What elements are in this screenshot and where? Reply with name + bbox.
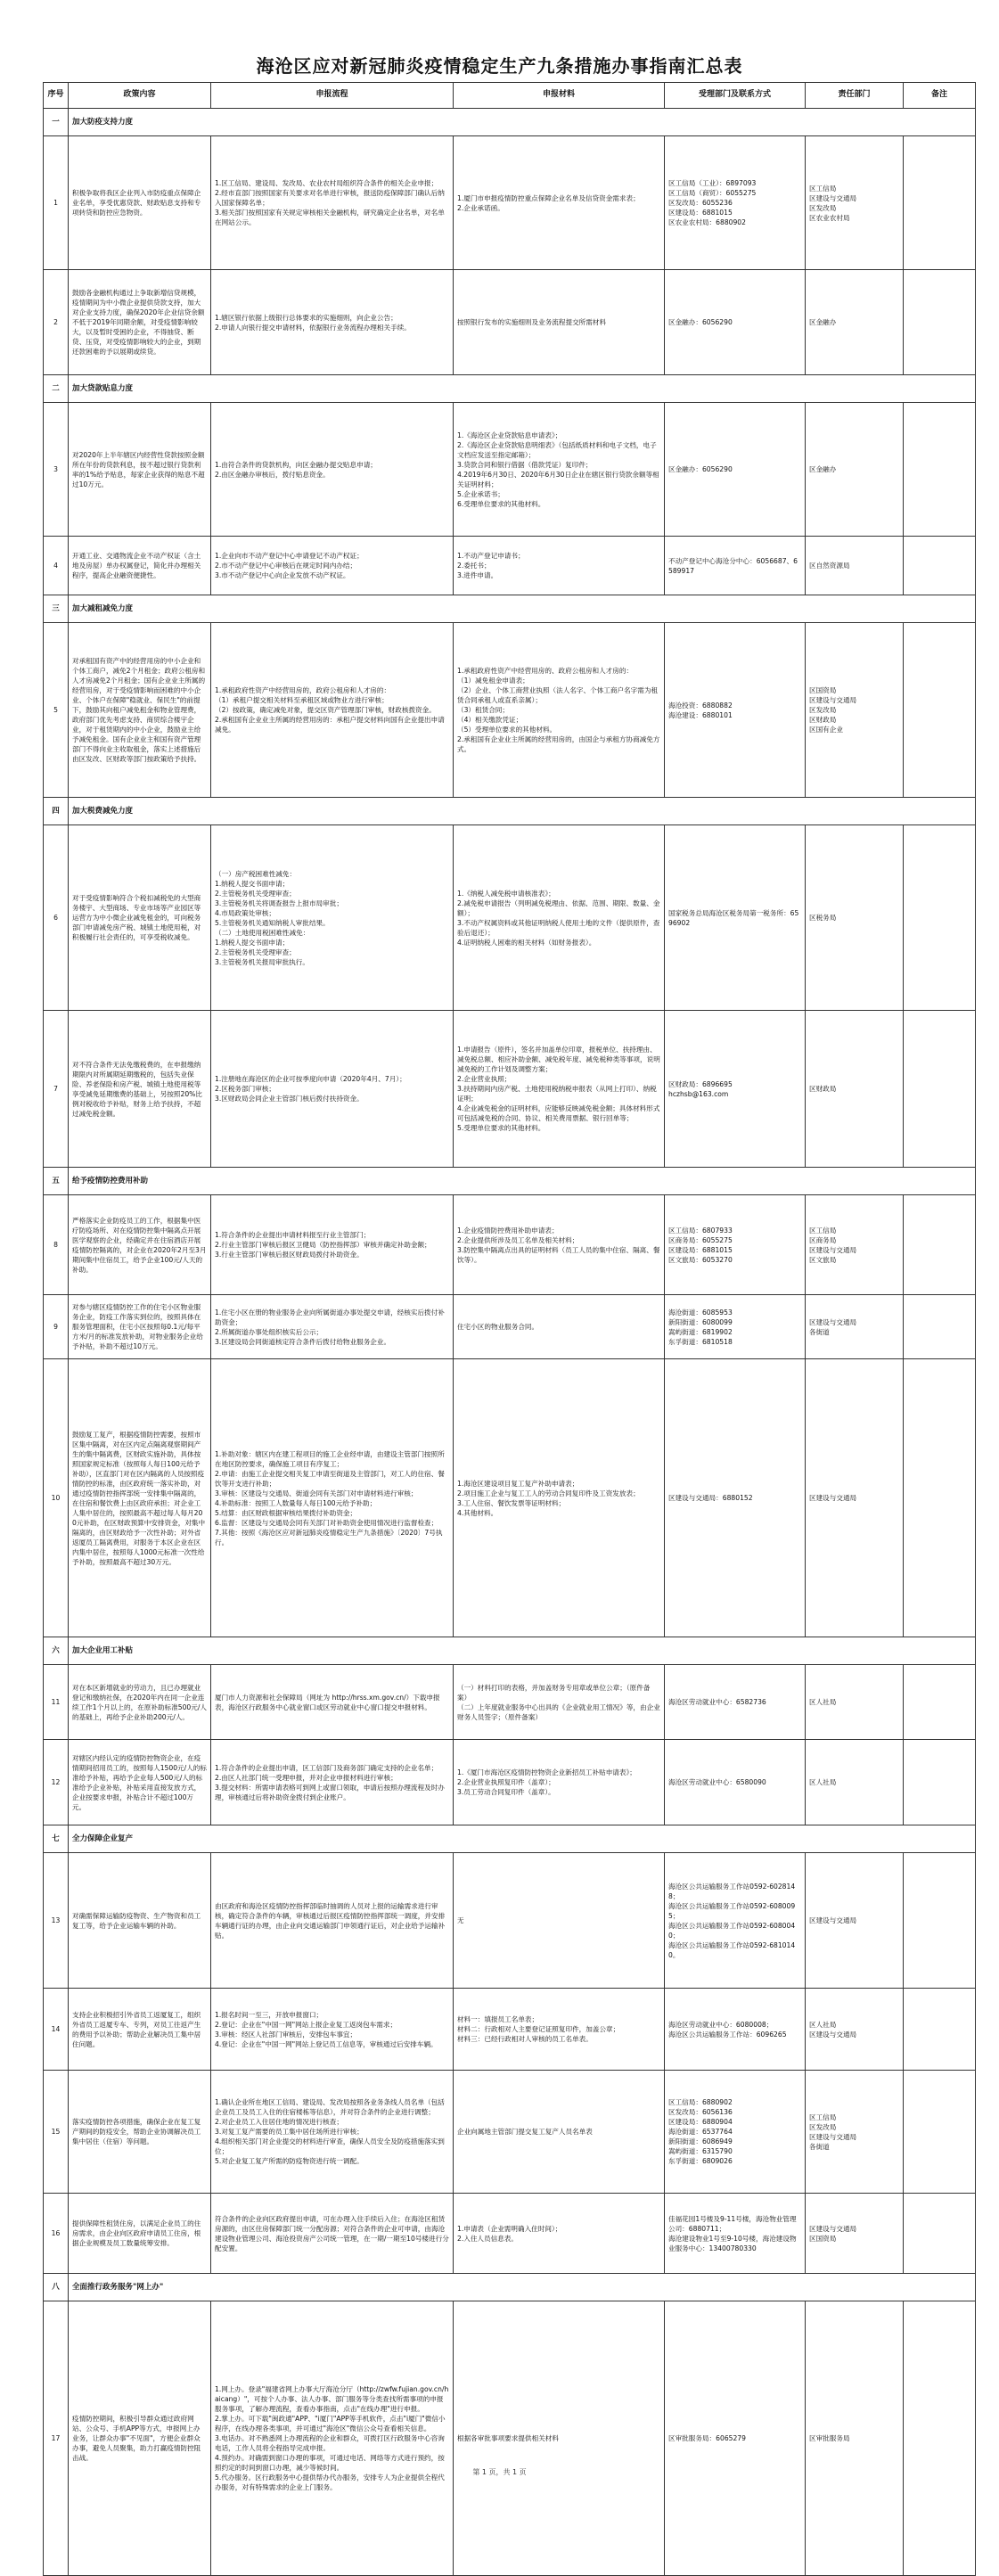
section-title: 全面推行政务服务"网上办" (69, 2274, 976, 2301)
remarks (904, 270, 976, 375)
policy-content: 严格落实企业防疫员工的工作，根据集中医疗防疫场所、对在疫情防控集中隔离点开展医学观察的企业，经确定并在住宿酒店开展疫情防控隔离的，对企业在2020年2月至3月期间集中住宿员工，给予企业100元/人天的补助。 (69, 1195, 211, 1295)
application-materials: 根据各审批事项要求提供相关材料 (454, 2301, 665, 2576)
table-row (44, 270, 976, 375)
responsible-dept: 区工信局 区建设与交通局 区发改局 区农业农村局 (806, 136, 904, 270)
section-number: 七 (44, 1825, 69, 1853)
header-cell-content: 政策内容 (69, 83, 211, 109)
contact-info: 区审批服务局：6065279 (665, 2301, 806, 2576)
remarks (904, 2194, 976, 2274)
application-process: 1.符合条件的企业提出申请材料报至行业主管部门； 2.行业主管部门审核后报区卫健局（防控指挥部）审核并确定补助金额； 3.行业主管部门审核后报区财政局拨付补助资金。 (211, 1195, 454, 1295)
application-materials: 无 (454, 1853, 665, 1989)
responsible-dept: 区国资局 区建设与交通局 区发改局 区财政局 区国有企业 (806, 623, 904, 798)
responsible-dept: 区税务局 (806, 825, 904, 1011)
table-row (44, 2194, 976, 2274)
contact-info: 海沧区劳动就业中心：6080008； 海沧区公共运输服务工作站：6096265 (665, 1989, 806, 2071)
row-number: 10 (44, 1359, 69, 1637)
policy-content: 提供保障性租赁住房，以满足企业员工的住房需求，由企业向区政府申请员工住房，根据企业规模及员工数量统筹安排。 (69, 2194, 211, 2274)
remarks (904, 537, 976, 595)
remarks (904, 2301, 976, 2576)
remarks (904, 825, 976, 1011)
application-materials: 1.企业疫情防控费用补助申请表； 2.企业提供所涉及员工名单及相关材料； 3.防控集中隔离点出具的证明材料（员工人员的集中住宿、隔离、餐饮等）。 (454, 1195, 665, 1295)
application-process: 厦门市人力资源和社会保障局（网址为 http://hrss.xm.gov.cn/）下载申报表，海沧区行政服务中心就业窗口或区劳动就业中心窗口提交申报材料。 (211, 1665, 454, 1740)
section-title: 全力保障企业复产 (69, 1825, 976, 1853)
section-row (44, 109, 976, 136)
application-process: （一）房产税困难性减免： 1.纳税人提交书面申请； 2.主管税务机关受理审查； 3.主管税务机关将调查报告上报市局审批； 4.市局政策处审核； 5.主管税务机关通知纳税人审批结果。 （二）土地使用税困难性减免： 1.纳税人提交书面申请； 2.主管税务机关受理审查； 3.主管税务机关报局审批执行。 (211, 825, 454, 1011)
row-number: 14 (44, 1989, 69, 2071)
section-row (44, 798, 976, 825)
application-materials: 1.承租政府性资产中经营用房的、政府公租房和人才房的： （1）减免租金申请表； （2）企业、个体工商营业执照（法人名字、个体工商户名字需为租赁合同承租人或直系亲属）； （3）租赁合同； （4）相关缴款凭证； （5）受理单位要求的其他材料。 2.承租国有企业业主所属的经营用房的，由国企与承租方协商减免方式。 (454, 623, 665, 798)
row-number: 15 (44, 2071, 69, 2194)
responsible-dept: 区金融办 (806, 403, 904, 537)
application-process: 由区政府和海沧区疫情防控指挥部临时抽调的人员对上报的运输需求进行审核，确定符合条件的车辆，审核通过后报区疫情防控指挥部统一调度，并安排车辆通行证的办理，由企业向交通运输部门申领通行证后，对企业给予运输补贴。 (211, 1853, 454, 1989)
header-cell-process: 申报流程 (211, 83, 454, 109)
contact-info: 区工信局：6880902 区发改局：6056136 区建设局：6880904 海沧街道：6537764 新阳街道：6086949 嵩屿街道：6315790 东孚街道：6809026 (665, 2071, 806, 2194)
section-row (44, 1168, 976, 1195)
responsible-dept: 区人社局 (806, 1740, 904, 1825)
application-materials: 1.海沧区建设项目复工复产补助申请表； 2.项目施工企业与复工工人的劳动合同复印件及工资发放表； 3.工人住宿、餐饮发票等证明材料； 4.其他材料。 (454, 1359, 665, 1637)
responsible-dept: 区金融办 (806, 270, 904, 375)
table-row (44, 537, 976, 595)
table-row (44, 1359, 976, 1637)
policy-content: 积极争取将我区企业列入市防疫重点保障企业名单，享受优惠贷款、财政贴息支持和专项转贷和防控应急物资。 (69, 136, 211, 270)
application-process: 1.辖区银行依据上级银行总体要求的实施细则，向企业公告； 2.申请人向银行提交申请材料，依据银行业务流程办理相关手续。 (211, 270, 454, 375)
remarks (904, 1011, 976, 1168)
application-materials: 1.申请报告（原件），签名并加盖单位印章，报税单位、扶持理由、减免税总额、相应补助金额、减免税年度、减免税种类等事项，说明减免税的工作计划及调整方案； 2.企业营业执照； 3.扶持期间内房产税、土地使用税纳税申报表（从网上打印）、纳税证明； 4.企业减免税金的证明材料，应能够反映减免税金额；具体材料形式可包括减免税的合同、协议、相关费用票据、银行回单等； 5.受理单位要求的其他材料。 (454, 1011, 665, 1168)
row-number: 11 (44, 1665, 69, 1740)
row-number: 2 (44, 270, 69, 375)
policy-content: 对承租国有资产中的经营用房的中小企业和个体工商户，减免2个月租金；政府公租房和人才房减免2个月租金；国有企业业主所属的经营用房，对于受疫情影响而困难的中小企业、个体户在保障"稳就业、保民生"的前提下，鼓励其向租户减免租金和物业管理费，政府部门优先考虑支持、商贸综合楼宇企业，对于租赁期内的中小企业，鼓励业主给予减免租金。国有企业业主和国有资产管理部门不得向业主收取租金，落实上述措施后由区发改、区财政等部门按政策给予扶持。 (69, 623, 211, 798)
application-process: 1.区工信局、建设局、发改局、农业农村局组织符合条件的相关企业申报； 2.经市直部门按照国家有关要求对名单进行审核，报送防疫保障部门确认后纳入国家保障名单； 3.相关部门按照国家有关规定审核相关金融机构，研究确定企业名单，对名单在网站公示。 (211, 136, 454, 270)
section-row (44, 1825, 976, 1853)
policy-content: 对辖区内经认定的疫情防控物资企业，在疫情期间招用员工的，按照每人1500元/人的标准给予补贴，再给予企业每人500元/人的标准给予企业补贴，补贴采用直接发放方式，企业按要求申报，补贴合计不超过100万元。 (69, 1740, 211, 1825)
application-materials: 1.厦门市申报疫情防控重点保障企业名单及信贷资金需求表； 2.企业承诺函。 (454, 136, 665, 270)
section-title: 加大防疫支持力度 (69, 109, 976, 136)
contact-info: 区金融办：6056290 (665, 403, 806, 537)
responsible-dept: 区审批服务局 (806, 2301, 904, 2576)
table-row (44, 2071, 976, 2194)
application-process: 1.网上办。登录"福建省网上办事大厅海沧分厅（http://zwfw.fujian.gov.cn/haicang）"，可按个人办事、法人办事、部门服务等分类查找所需事项的申报服务事项，了解办理流程，查看办事指南，点击"在线办理"进行申报。 2.掌上办。可下载"闽政通"APP、"i厦门"APP等手机软件，点击"i厦门"微信小程序，在线办理各类事项，并可通过"海沧区"微信公众号查看相关信息。 3.电话办。对不熟悉网上办理流程的企业和群众，可拨打区行政服务中心咨询电话，工作人员将全程指导完成申报。 4.预约办。对确需到窗口办理的事项，可通过电话、网络等方式进行预约，按照约定的时间到窗口办理，减少等候时间。 5.代办服务。区行政服务中心提供帮办代办服务，安排专人为企业提供全程代办服务，对有特殊需求的企业上门服务。 (211, 2301, 454, 2576)
section-row (44, 2274, 976, 2301)
section-number: 四 (44, 798, 69, 825)
table-row (44, 2301, 976, 2576)
policy-content: 对不符合条件无法免缴税费的，在申报缴纳期限内对所属期延期缴税的，包括失业保险、养老保险和房产税、城镇土地使用税等享受减免延期缴费的基础上，另按照20%比例对税收给予补贴，财务上给予扶持，不超过减免税金额。 (69, 1011, 211, 1168)
row-number: 1 (44, 136, 69, 270)
application-materials: 1.申请表（企业需明确入住时间）； 2.入住人员信息表。 (454, 2194, 665, 2274)
table-row (44, 1740, 976, 1825)
header-cell-contact: 受理部门及联系方式 (665, 83, 806, 109)
table-header-row (44, 83, 976, 109)
document-title: 海沧区应对新冠肺炎疫情稳定生产九条措施办事指南汇总表 (256, 55, 743, 77)
row-number: 8 (44, 1195, 69, 1295)
section-title: 加大减租减免力度 (69, 595, 976, 623)
table-row (44, 1011, 976, 1168)
table-row (44, 1195, 976, 1295)
row-number: 9 (44, 1295, 69, 1359)
application-materials: 住宅小区的物业服务合同。 (454, 1295, 665, 1359)
row-number: 7 (44, 1011, 69, 1168)
application-materials: 材料一：填报员工名单表； 材料二：行政相对人主要登记证照复印件，加盖公章； 材料三：已经行政相对人审核的员工名单表。 (454, 1989, 665, 2071)
responsible-dept: 区工信局 区商务局 区建设与交通局 区文旅局 (806, 1195, 904, 1295)
section-number: 二 (44, 375, 69, 403)
row-number: 6 (44, 825, 69, 1011)
section-row (44, 375, 976, 403)
policy-table (43, 82, 976, 2576)
row-number: 17 (44, 2301, 69, 2576)
contact-info: 区建设与交通局：6880152 (665, 1359, 806, 1637)
responsible-dept: 区自然资源局 (806, 537, 904, 595)
remarks (904, 403, 976, 537)
section-title: 加大贷款贴息力度 (69, 375, 976, 403)
application-process: 1.住宅小区在册的物业服务企业向所属街道办事处提交申请，经核实后拨付补助资金； 2.所属街道办事处组织核实后公示； 3.区建设局会同街道核定符合条件后拨付给物业服务企业。 (211, 1295, 454, 1359)
section-number: 八 (44, 2274, 69, 2301)
application-materials: 按照银行发布的实施细则及业务流程提交所需材料 (454, 270, 665, 375)
remarks (904, 136, 976, 270)
section-row (44, 595, 976, 623)
application-materials: 1.不动产登记申请书； 2.委托书； 3.进件申请。 (454, 537, 665, 595)
remarks (904, 1665, 976, 1740)
policy-content: 对确需保障运输防疫物资、生产物资和员工复工等，给予企业运输车辆的补助。 (69, 1853, 211, 1989)
section-number: 三 (44, 595, 69, 623)
responsible-dept: 区人社局 (806, 1665, 904, 1740)
responsible-dept: 区建设与交通局 区国资局 (806, 2194, 904, 2274)
policy-content: 开通工业、交通物流企业不动产权证（含土地及房屋）单办权属登记，简化并办理相关程序，提高企业融资便捷性。 (69, 537, 211, 595)
section-title: 加大企业用工补贴 (69, 1637, 976, 1665)
table-row (44, 1295, 976, 1359)
application-materials: （一）材料打印的表格，并加盖财务专用章或单位公章；（原件备案） （二）上年度就业服务中心出具的《企业就业用工情况》等，由企业财务人员签字；（原件备案） (454, 1665, 665, 1740)
row-number: 16 (44, 2194, 69, 2274)
row-number: 13 (44, 1853, 69, 1989)
application-process: 1.承租政府性资产中经营用房的，政府公租房和人才房的： （1）承租户提交相关材料至承租区域或物业方进行审核； （2）按政策，确定减免对象，提交区资产管理部门审核，财政核拨资金。 2.承租国有企业业主所属的经营用房的：承租户提交材料向国有企业提出申请减免。 (211, 623, 454, 798)
table-row (44, 1853, 976, 1989)
header-cell-dept: 责任部门 (806, 83, 904, 109)
section-number: 五 (44, 1168, 69, 1195)
application-process: 1.报名时间一至三，开放申报窗口； 2.登记：企业在"中国一网"网站上报企业复工返岗包车需求； 3.审核：经区人社部门审核后，安排包车事宜； 4.登记：企业在"中国一网"网站上登记员工信息等，审核通过后安排车辆。 (211, 1989, 454, 2071)
policy-content: 鼓励各金融机构通过上争取新增信贷规模，疫情期间为中小微企业提供贷款支持，加大对企业支持力度，确保2020年企业信贷余额不低于2019年同期余额，对受疫情影响较大，以及暂时受困的企业，不得抽贷、断贷、压贷，对受疫情影响较大的企业，到期还款困难的予以展期或续贷。 (69, 270, 211, 375)
responsible-dept: 区建设与交通局 (806, 1853, 904, 1989)
section-number: 一 (44, 109, 69, 136)
contact-info: 海沧区劳动就业中心：6582736 (665, 1665, 806, 1740)
table-row (44, 403, 976, 537)
table-row (44, 1989, 976, 2071)
section-title: 给予疫情防控费用补助 (69, 1168, 976, 1195)
contact-info: 区财政局：6896695 hczhsb@163.com (665, 1011, 806, 1168)
application-process: 1.确认企业所在地区工信局、建设局、发改局按照各业务条线人员名单（包括企业员工及员工入住的住宿楼栋等信息），并对符合条件的企业进行调整； 2.对企业员工入住居住地的情况进行核查； 3.对复工复产需要的员工集中居住场所进行审核； 4.组织相关部门对企业提交的材料进行审查，确保人员安全及防疫措施落实到位； 5.对企业复工复产所需的防疫物资进行统一调配。 (211, 2071, 454, 2194)
remarks (904, 2071, 976, 2194)
section-title: 加大税费减免力度 (69, 798, 976, 825)
application-process: 1.注册地在海沧区的企业可按季度向申请（2020年4月、7月）； 2.区税务部门审核； 3.区财政局会同企业主管部门核后拨付扶持资金。 (211, 1011, 454, 1168)
remarks (904, 1989, 976, 2071)
contact-info: 海沧区劳动就业中心：6580090 (665, 1740, 806, 1825)
contact-info: 佳福花园1号楼及9-11号楼，海沧物业管理公司：6880711； 海沧建设物业1号至9-10号楼，海沧建设物业服务中心：13400780330 (665, 2194, 806, 2274)
responsible-dept: 区建设与交通局 各街道 (806, 1295, 904, 1359)
application-process: 1.符合条件的企业提出申请，区工信部门及商务部门确定支持的企业名单； 2.由区人社部门统一受理申报，并对企业申报材料进行审核； 3.提交材料：所需申请表格可到网上或窗口领取，申请后按照办理流程及时办理，审核通过后将补助资金拨付到企业账户。 (211, 1740, 454, 1825)
row-number: 4 (44, 537, 69, 595)
remarks (904, 1295, 976, 1359)
contact-info: 区工信局（工业）：6897093 区工信局（商贸）：6055275 区发改局：6055236 区建设局：6881015 区农业农村局：6880902 (665, 136, 806, 270)
policy-content: 疫情防控期间，积极引导群众通过政府网站、公众号、手机APP等方式，申报网上办业务，让群众办事"不见面"，方便企业群众办事，避免人员聚集，助力打赢疫情防控阻击战。 (69, 2301, 211, 2576)
contact-info: 海沧区公共运输服务工作站0592-6028148； 海沧区公共运输服务工作站0592-6080095； 海沧区公共运输服务工作站0592-6080040； 海沧区公共运输服务工作站0592-6810140。 (665, 1853, 806, 1989)
table-row (44, 825, 976, 1011)
contact-info: 区工信局：6807933 区商务局：6055275 区建设局：6881015 区文旅局：6053270 (665, 1195, 806, 1295)
section-row (44, 1637, 976, 1665)
table-row (44, 136, 976, 270)
contact-info: 海沧投资：6880882 海沧建设：6880101 (665, 623, 806, 798)
header-cell-materials: 申报材料 (454, 83, 665, 109)
table-row (44, 623, 976, 798)
remarks (904, 1853, 976, 1989)
header-cell-num: 序号 (44, 83, 69, 109)
policy-content: 鼓励复工复产，根据疫情防控需要，按照市区集中隔离，对在区内定点隔离观察期间产生的集中隔离费，区财政实施补助，具体按照国家规定标准（按照每人每日100元给予补助），区直部门对在区内隔离的人员按照疫情防控的标准，由区政府统一落实补助，对通过疫情防控指挥部统一安排集中隔离的，在住宿和餐饮费上由区政府承担；对企业工人集中居住的，按照最高不超过每人每月200元补助，在区财政预算中安排资金，对集中隔离的，由区财政给予一次性补助；对外省返厦员工隔离费用，对服务于本区企业在区内集中居住，按照每人1000元标准一次性给予补助，按照最高不超过30万元。 (69, 1359, 211, 1637)
remarks (904, 1195, 976, 1295)
remarks (904, 1359, 976, 1637)
responsible-dept: 区工信局 区发改局 区建设与交通局 各街道 (806, 2071, 904, 2194)
row-number: 12 (44, 1740, 69, 1825)
row-number: 5 (44, 623, 69, 798)
application-process: 符合条件的企业向区政府提出申请，可在办理入住手续后入住；在海沧区租赁房源的，由区住房保障部门统一分配房源；对符合条件的企业可申请，由海沧建设物业管理公司、海沧投资房产公司统一管理，在一期/一期至10号楼进行分配安置。 (211, 2194, 454, 2274)
row-number: 3 (44, 403, 69, 537)
remarks (904, 1740, 976, 1825)
application-materials: 企业向属地主管部门提交复工复产人员名单表 (454, 2071, 665, 2194)
remarks (904, 623, 976, 798)
responsible-dept: 区人社局 区建设与交通局 (806, 1989, 904, 2071)
policy-content: 对在本区新增就业的劳动力，且已办理就业登记和缴纳社保，在2020年内在同一企业连续工作1个月以上的，在原补助标准500元/人的基础上，再给予企业补助200元/人。 (69, 1665, 211, 1740)
table-row (44, 1665, 976, 1740)
header-cell-note: 备注 (904, 83, 976, 109)
application-process: 1.企业向市不动产登记中心申请登记不动产权证； 2.市不动产登记中心审核后在规定时间内办结； 3.市不动产登记中心向企业发放不动产权证。 (211, 537, 454, 595)
contact-info: 海沧街道：6085953 新阳街道：6080099 嵩屿街道：6819902 东孚街道：6810518 (665, 1295, 806, 1359)
policy-content: 支持企业积极招引外省员工返厦复工，组织外省员工返厦专车、专列，对员工往返产生的费用予以补助；帮助企业解决员工集中居住问题。 (69, 1989, 211, 2071)
responsible-dept: 区建设与交通局 (806, 1359, 904, 1637)
application-process: 1.由符合条件的贷款机构，向区金融办提交贴息申请； 2.由区金融办审核后，拨付贴息资金。 (211, 403, 454, 537)
application-materials: 1.《厦门市海沧区疫情防控物资企业新招员工补贴申请表》； 2.企业营业执照复印件（盖章）； 3.员工劳动合同复印件（盖章）。 (454, 1740, 665, 1825)
policy-content: 对于受疫情影响符合个税扣减税免的大型商务楼宇、大型商场、专业市场等产业园区等运营方为中小微企业减免租金的，可向税务部门申请减免房产税、城镇土地使用税，对积极履行社会责任的，可享受税收减免。 (69, 825, 211, 1011)
table-body (44, 109, 976, 2576)
page-footer: 第 1 页，共 1 页 (472, 2468, 527, 2476)
contact-info: 国家税务总局海沧区税务局第一税务所：6596902 (665, 825, 806, 1011)
section-number: 六 (44, 1637, 69, 1665)
application-materials: 1.《海沧区企业贷款贴息申请表》； 2.《海沧区企业贷款贴息明细表》（包括纸质材料和电子文档，电子文档应发送至指定邮箱）； 3.贷款合同和银行借据（借款凭证）复印件； 4.2019年6月30日、2020年6月30日企业在辖区银行贷款余额等相关证明材料； 5.企业承诺书； 6.受理单位要求的其他材料。 (454, 403, 665, 537)
contact-info: 区金融办：6056290 (665, 270, 806, 375)
contact-info: 不动产登记中心海沧分中心：6056687、6589917 (665, 537, 806, 595)
policy-content: 落实疫情防控各项措施，确保企业在复工复产期间的防疫安全，帮助企业协调解决员工集中居住（住宿）等问题。 (69, 2071, 211, 2194)
application-materials: 1.《纳税人减免税申请核准表》； 2.减免税申请报告（列明减免税理由、依据、范围、期限、数量、金额）； 3.不动产权属资料或其他证明纳税人使用土地的文件（提供原件，查验后退还）； 4.证明纳税人困难的相关材料（如财务报表）。 (454, 825, 665, 1011)
policy-content: 对2020年上半年辖区内经营性贷款按照金额所在年份的贷款利息，按不超过银行贷款利率的1%给予贴息，每家企业获得的贴息不超过10万元。 (69, 403, 211, 537)
application-process: 1.补助对象：辖区内在建工程项目的施工企业经申请，由建设主管部门按照所在地区防控要求，确保施工项目有序复工； 2.申请：由施工企业提交相关复工申请至街道及主管部门，对工人的住宿、餐饮等开支进行补助； 3.审核：区建设与交通局、街道会同有关部门对申请材料进行审核； 4.补助标准：按照工人数量每人每日100元给予补助； 5.结算：由区财政根据审核结果拨付补助资金； 6.监督：区建设与交通局会同有关部门对补助资金使用情况进行监督检查； 7.其他：按照《海沧区应对新冠肺炎疫情稳定生产九条措施》〔2020〕7号执行。 (211, 1359, 454, 1637)
policy-content: 对参与辖区疫情防控工作的住宅小区物业服务企业，防疫工作落实到位的，按照具体在服务管理面积，住宅小区按照每0.1元/每平方米/月的标准发放补助，对物业服务企业给予补贴，补助不超过10万元。 (69, 1295, 211, 1359)
responsible-dept: 区财政局 (806, 1011, 904, 1168)
